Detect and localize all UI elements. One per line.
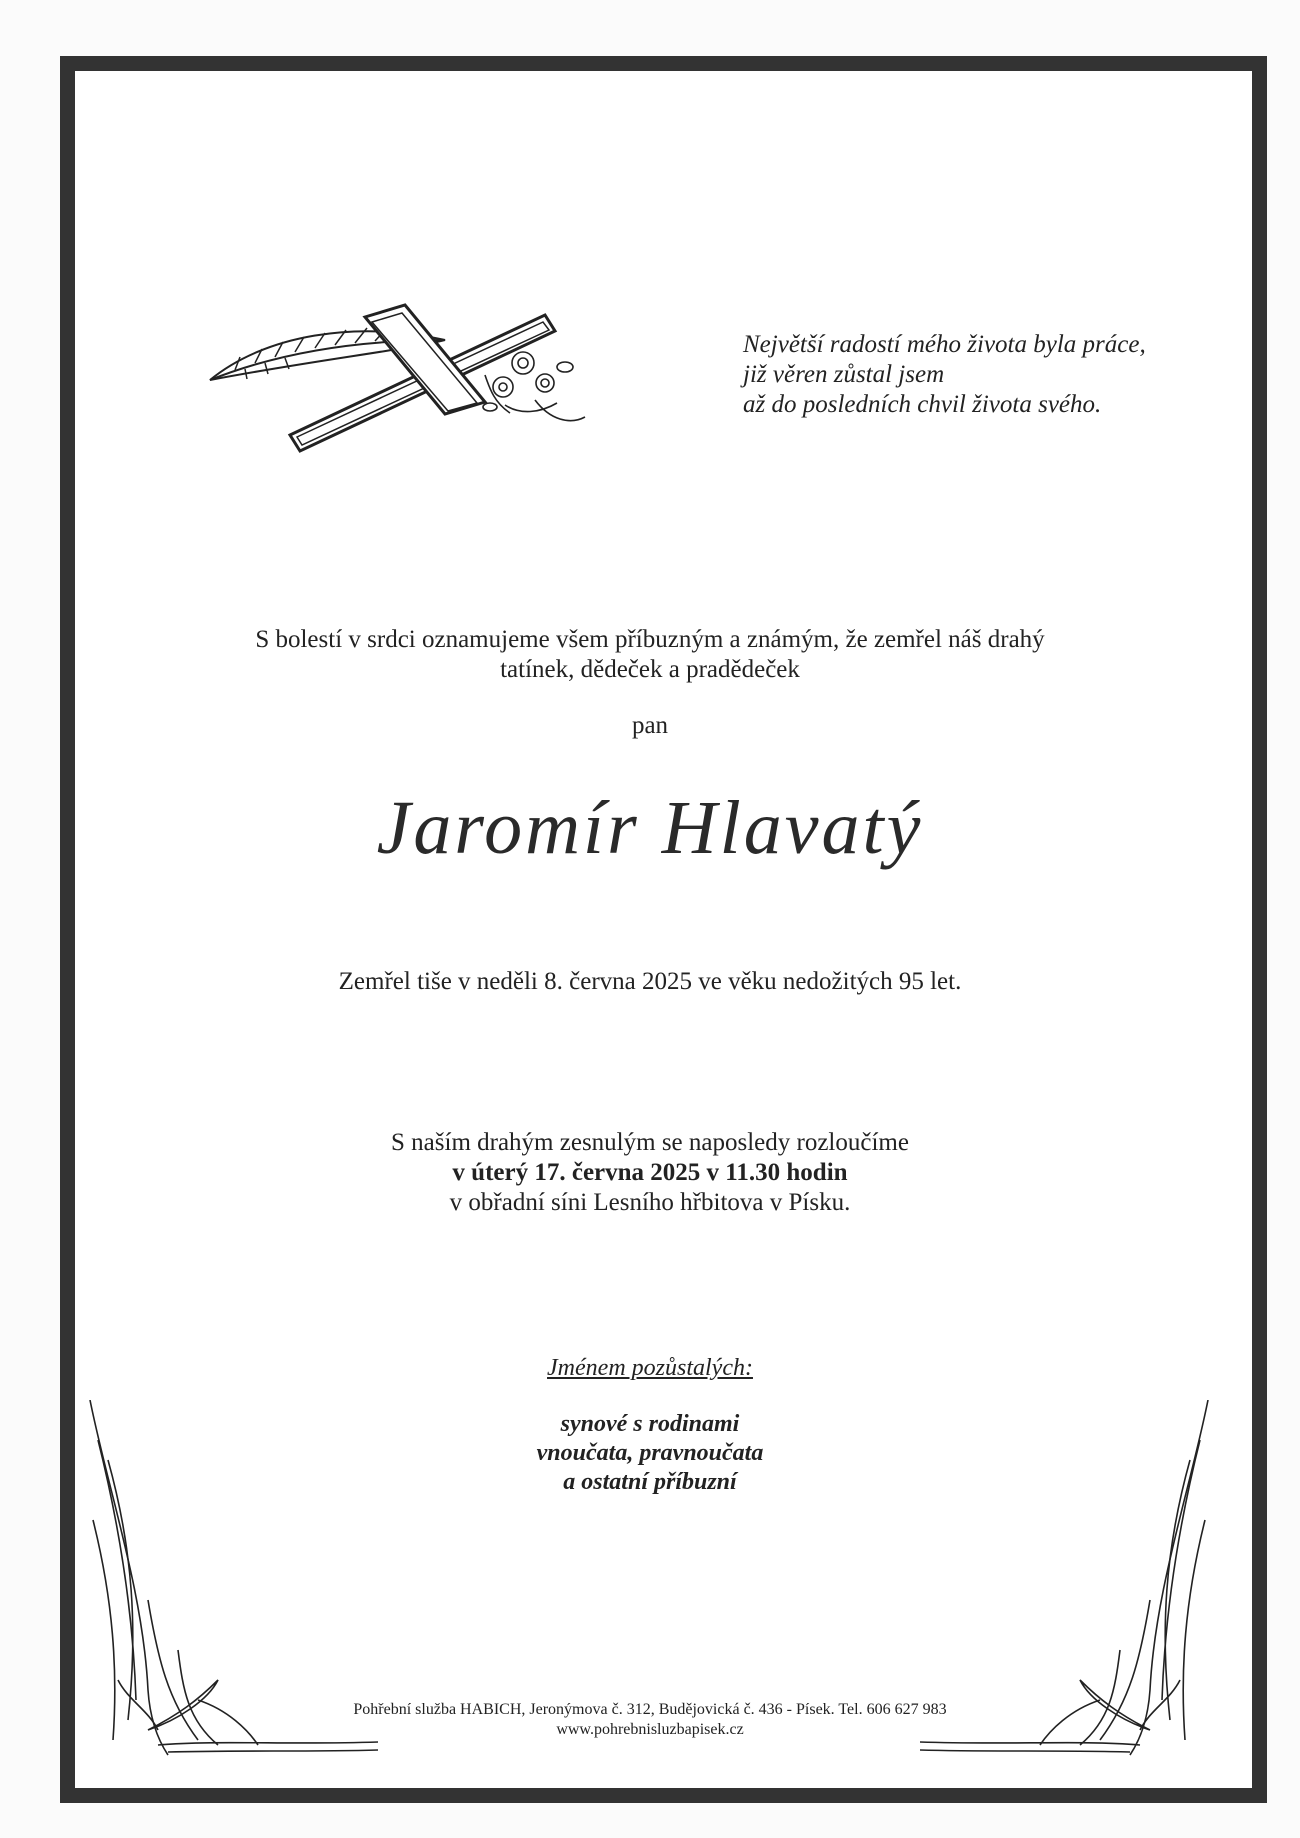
motto-line-3: až do posledních chvil života svého. (743, 391, 1102, 418)
title-pan: pan (631, 712, 669, 739)
farewell-line-1: S naším drahým zesnulým se naposledy rozloučíme (391, 1129, 909, 1156)
deceased-name: Jaromír Hlavatý (376, 786, 924, 870)
announcement-intro (0, 625, 1300, 685)
mourners-line-2: vnoučata, pravnoučata (536, 1440, 764, 1466)
mourners-heading: Jménem pozůstalých: (547, 1355, 753, 1381)
farewell-location: v obřadní síni Lesního hřbitova v Písku. (449, 1189, 851, 1216)
intro-line-2: tatínek, dědeček a pradědeček (500, 656, 800, 683)
farewell-info (0, 1128, 1300, 1218)
cross-palm-icon (205, 295, 605, 455)
mourners-line-1: synové s rodinami (560, 1411, 740, 1437)
funeral-service-footer (0, 1700, 1300, 1740)
farewell-date-time: v úterý 17. června 2025 v 11.30 hodin (452, 1159, 848, 1186)
mourners-line-3: a ostatní příbuzní (563, 1469, 737, 1495)
motto-line-2: již věren zůstal jsem (743, 361, 945, 388)
motto-line-1: Největší radostí mého života byla práce, (743, 331, 1146, 358)
death-announcement: Zemřel tiše v neděli 8. června 2025 ve věku nedožitých 95 let. (338, 968, 962, 995)
footer-website: www.pohrebnisluzbapisek.cz (556, 1721, 744, 1738)
intro-line-1: S bolestí v srdci oznamujeme všem příbuzným a známým, že zemřel náš drahý (255, 626, 1045, 653)
motto-quote (743, 330, 1146, 420)
footer-address: Pohřební služba HABICH, Jeronýmova č. 312, Budějovická č. 436 - Písek. Tel. 606 627 983 (353, 1701, 947, 1718)
